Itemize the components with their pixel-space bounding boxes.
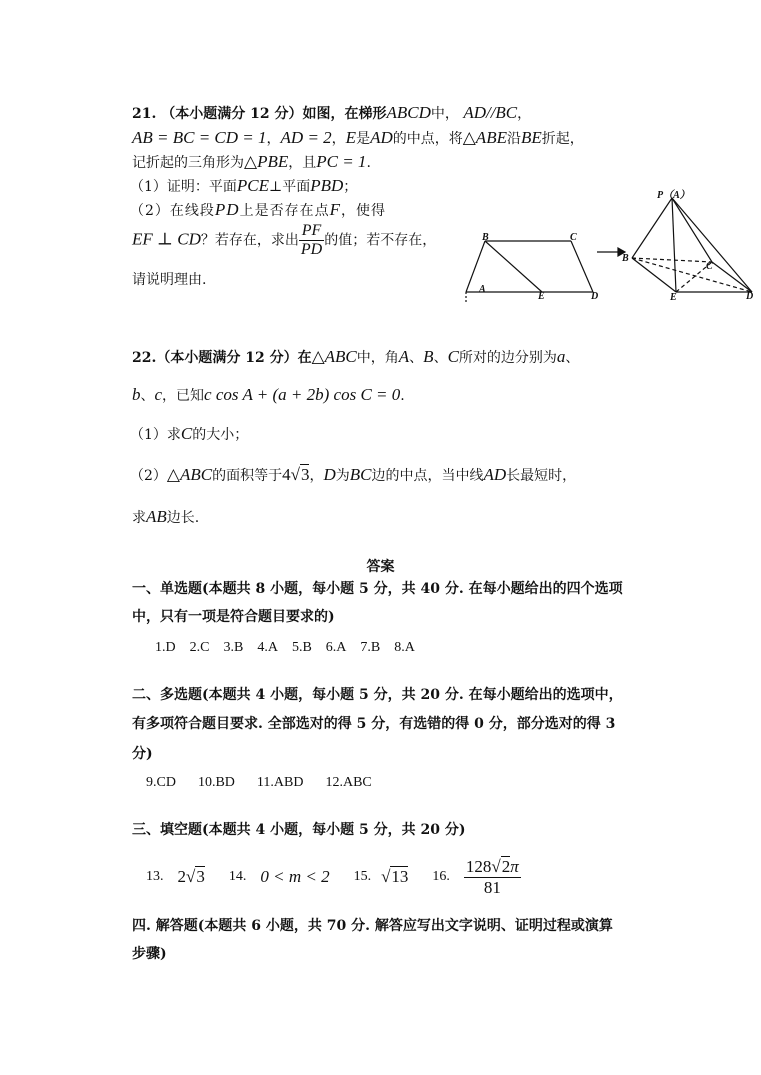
- section1-heading-line2: 中，只有一项是符合题目要求的): [132, 609, 335, 625]
- q22-text: ，: [309, 468, 324, 484]
- q21-text: （2）在线段: [130, 203, 215, 219]
- q22-text: 、: [565, 350, 580, 366]
- section2-answers: [146, 775, 372, 791]
- fig-label-D-left: D: [591, 291, 599, 302]
- q22-math: △ABC: [311, 347, 357, 366]
- q21-parallel: AD//BC: [463, 103, 518, 122]
- q21-part1: [130, 176, 357, 196]
- q21-fraction-den: PD: [300, 241, 323, 258]
- answer-item: 1.D: [155, 640, 176, 655]
- edge-CD: [571, 241, 593, 292]
- q22-text: 求: [132, 510, 146, 526]
- q22-text: 、: [409, 350, 424, 366]
- answer-item: 2.C: [189, 640, 210, 655]
- q21-text: 的值；若不存在，: [324, 232, 437, 249]
- q22-line5: [132, 507, 199, 527]
- q22-line1: [132, 347, 579, 367]
- edge-PD: [672, 198, 752, 292]
- edge-BE: [485, 241, 542, 292]
- q21-text: ，: [266, 131, 281, 147]
- answer-item: 9.CD: [146, 775, 176, 790]
- edge-BE: [632, 258, 676, 292]
- fig-label-E-right: E: [670, 292, 677, 303]
- fig-label-A-left: A: [479, 284, 486, 295]
- q22-text: ，已知: [162, 388, 205, 404]
- answer-15-number: 15.: [353, 869, 372, 884]
- q21-math: PBD: [310, 176, 344, 195]
- q21-fraction: [299, 222, 324, 259]
- answer-item: 4.A: [257, 640, 278, 655]
- answer-16-num-coef: 128: [465, 856, 492, 876]
- q21-math: PC = 1: [316, 152, 367, 171]
- q21-fraction-num: PF: [299, 222, 324, 241]
- answer-item: 3.B: [223, 640, 244, 655]
- answer-item: 8.A: [394, 640, 415, 655]
- q21-text: ，且: [288, 155, 317, 171]
- q22-sqrt: 3: [300, 465, 310, 484]
- q21-line3: [132, 152, 371, 172]
- q22-math: c: [154, 385, 163, 404]
- q22-text: 、: [140, 388, 155, 404]
- arrow-icon: [597, 248, 625, 256]
- q21-text: 是: [356, 131, 371, 147]
- q21-text: ，: [331, 131, 346, 147]
- q22-text: 所对的边分别为: [458, 350, 557, 366]
- fig-label-D-right: D: [746, 291, 754, 302]
- section2-heading-line2: 有多项符合题目要求. 全部选对的得 5 分，有选错的得 0 分，部分选对的得 3: [132, 716, 616, 732]
- q22-math: C: [447, 347, 459, 366]
- q22-text: 的大小；: [192, 427, 249, 443]
- answers-title: 答案: [366, 559, 395, 575]
- q22-math: BC: [349, 465, 372, 484]
- fig-label-C-left: C: [570, 232, 577, 243]
- edge-PC: [672, 198, 712, 262]
- q22-text: 边长.: [166, 510, 200, 526]
- q21-text: ？若存在，求出: [200, 232, 299, 249]
- q21-text: 请说明理由.: [132, 272, 207, 288]
- q21-text: ，: [517, 106, 532, 122]
- q21-text: 上是否存在点: [239, 203, 330, 219]
- fig-label-C-right: C: [706, 261, 713, 272]
- section4-heading-line1: 四. 解答题(本题共 6 小题，共 70 分. 解答应写出文字说明、证明过程或演算: [132, 918, 613, 934]
- answer-14-number: 14.: [228, 869, 247, 884]
- edge-CD: [712, 262, 752, 292]
- q21-line7: [132, 269, 206, 289]
- q22-equation: c cos A + (a + 2b) cos C = 0: [204, 385, 401, 404]
- q22-line2: [132, 385, 405, 405]
- answer-16-fraction: $\frac{128√2\pi}{81}$: [465, 856, 519, 897]
- fig-label-B-left: B: [482, 232, 489, 243]
- q22-header: 22.（本小题满分 12 分）在: [132, 350, 312, 366]
- q21-header: 21. （本小题满分 12 分）如图，在梯形: [132, 106, 387, 122]
- section3-heading: 三、填空题(本题共 4 小题，每小题 5 分，共 20 分): [132, 822, 466, 838]
- answer-16-den: 81: [483, 877, 501, 897]
- q21-math: AD: [370, 128, 393, 147]
- section2-heading-line1: 二、多选题(本题共 4 小题，每小题 5 分，共 20 分. 在每小题给出的选项中，: [132, 687, 623, 703]
- answer-item: 12.ABC: [325, 775, 372, 790]
- q21-math: BE: [520, 128, 542, 147]
- q22-text: 中，角: [356, 350, 399, 366]
- q21-text: 沿: [506, 131, 521, 147]
- q21-text: 中，: [430, 106, 459, 122]
- fig-label-E-left: E: [538, 291, 545, 302]
- answer-item: 7.B: [360, 640, 381, 655]
- q22-text: 、: [433, 350, 448, 366]
- answer-13: 2√3: [177, 867, 205, 886]
- fig-label-P-right: P（A）: [657, 190, 690, 201]
- answer-13-number: 13.: [146, 869, 164, 884]
- answer-16-num-pi: π: [510, 856, 519, 876]
- answer-16-number: 16.: [432, 869, 450, 884]
- fig-label-B-right: B: [622, 253, 629, 264]
- section1-heading-line1: 一、单选题(本题共 8 小题，每小题 5 分，共 40 分. 在每小题给出的四个选项: [132, 581, 623, 597]
- q21-math: PCE: [236, 176, 270, 195]
- q21-trapezoid: ABCD: [386, 103, 431, 122]
- q22-text: .: [400, 388, 405, 404]
- q21-math: EF ⊥ CD: [132, 229, 201, 249]
- answer-13-coef: 2: [177, 867, 186, 886]
- answer-13-radicand: 3: [196, 867, 205, 886]
- q22-math: D: [323, 465, 336, 484]
- q22-math: b: [132, 385, 141, 404]
- q21-part2: [130, 200, 386, 220]
- section3-answers: [146, 856, 521, 897]
- q21-math: AD = 2: [280, 128, 332, 147]
- figure-trapezoid-fold: [460, 182, 760, 306]
- answer-15-radicand: 13: [391, 867, 409, 886]
- q22-math: A: [398, 347, 410, 366]
- answer-item: 11.ABD: [256, 775, 304, 790]
- q21-math: △PBE: [244, 152, 289, 171]
- q21-math: E: [345, 128, 357, 147]
- q22-math: AD: [483, 465, 507, 484]
- edge-BC: [632, 258, 712, 262]
- answer-item: 6.A: [325, 640, 347, 655]
- q21-math: PD: [214, 200, 240, 219]
- q22-part1: [130, 424, 248, 444]
- answer-16-num-radicand: 2: [501, 856, 511, 876]
- q22-text: （2）: [130, 468, 167, 484]
- q21-text: 折起，: [541, 131, 584, 147]
- q22-math: C: [180, 424, 193, 443]
- q22-text: 边的中点，当中线: [371, 468, 484, 484]
- answer-14: 0 < m < 2: [260, 867, 330, 886]
- right-tetrahedron: [632, 198, 752, 292]
- edge-BD: [632, 258, 752, 292]
- q21-text: .: [366, 155, 371, 171]
- edge-PB: [632, 198, 672, 258]
- q22-text: （1）求: [130, 427, 181, 443]
- q21-text: （1）证明：平面: [130, 179, 237, 195]
- q22-math: a: [556, 347, 566, 366]
- q22-text: 长最短时，: [506, 468, 577, 484]
- q21-line6: [132, 222, 436, 259]
- edge-PE: [672, 198, 676, 292]
- q21-text: ⊥平面: [269, 179, 311, 195]
- answer-15: √13: [381, 867, 409, 886]
- q21-math: F: [329, 200, 341, 219]
- q21-line1: [132, 103, 531, 123]
- q22-text: 为: [335, 468, 350, 484]
- q21-text: ；: [343, 179, 358, 195]
- section2-heading-line3: 分): [132, 746, 153, 762]
- answer-item: 10.BD: [197, 775, 235, 790]
- q21-line2: [132, 128, 584, 148]
- q21-text: 的中点，将: [392, 131, 463, 147]
- q21-text: ，使得: [340, 203, 386, 219]
- q22-part2: （2）△ABC的面积等于4√3，D为BC边的中点，当中线AD长最短时，: [130, 465, 577, 484]
- q21-math: △ABE: [462, 128, 507, 147]
- section1-answers: [155, 640, 415, 656]
- q22-math: AB: [146, 507, 167, 526]
- q22-math: 4: [282, 465, 291, 484]
- q22-math: B: [423, 347, 434, 366]
- q21-text: 记折起的三角形为: [132, 155, 244, 171]
- answer-item: 5.B: [291, 640, 312, 655]
- q21-math: AB = BC = CD = 1: [132, 128, 267, 147]
- section4-heading-line2: 步骤): [132, 946, 167, 962]
- q22-text: 的面积等于: [212, 468, 283, 484]
- q22-math: △ABC: [166, 465, 213, 484]
